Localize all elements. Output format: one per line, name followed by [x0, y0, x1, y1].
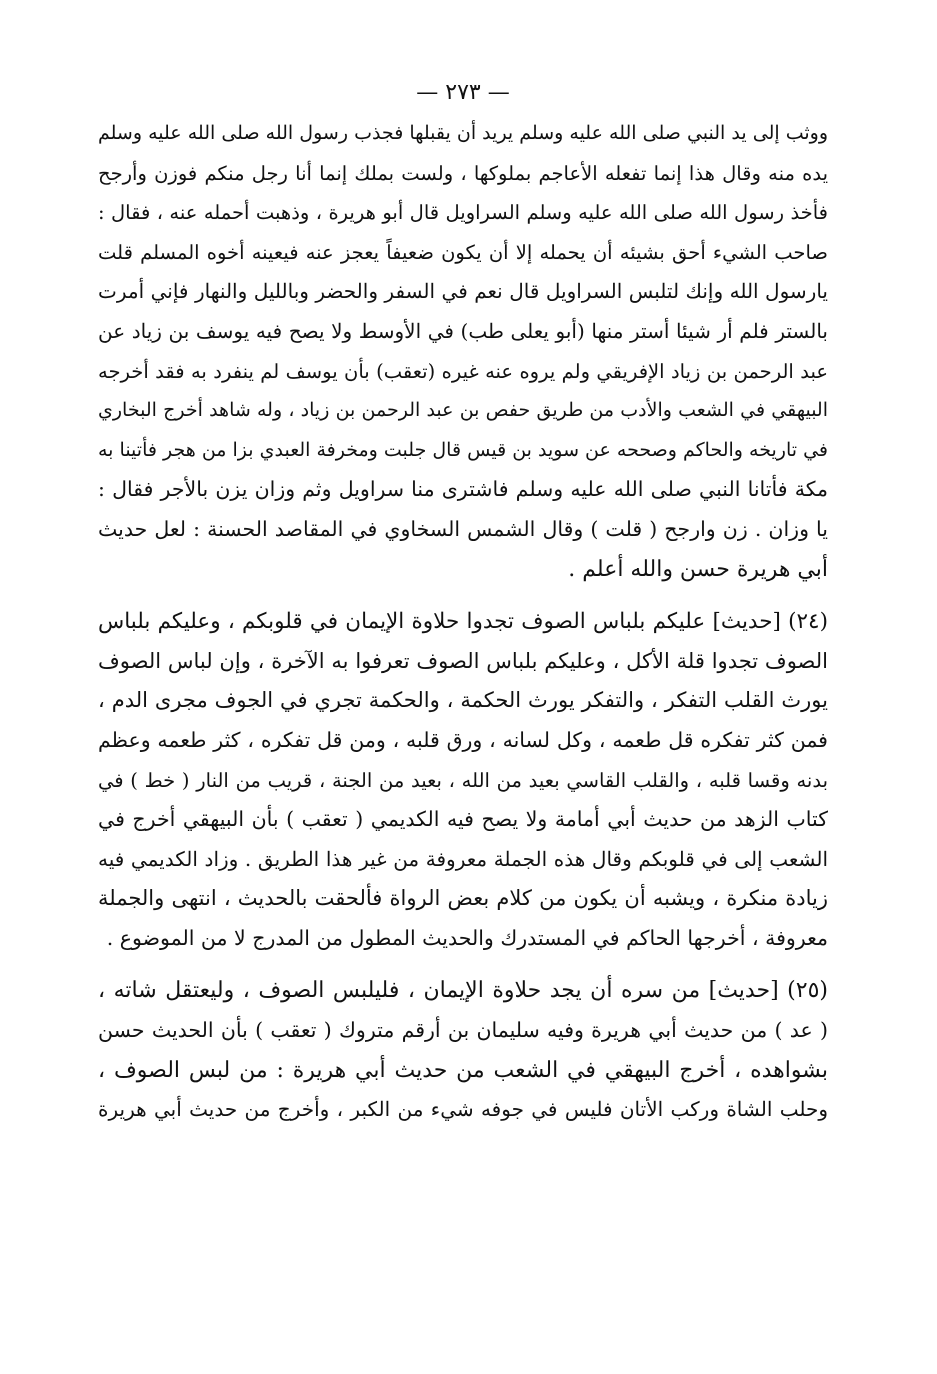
page-number: — ٢٧٣ —: [416, 80, 510, 105]
text-line: في تاريخه والحاكم وصححه عن سويد بن قيس قال جلبت ومخرفة العبدي بزا من هجر فأتينا به: [98, 438, 828, 461]
paragraph-hadith-24: [98, 602, 828, 958]
text-line: ( عد ) من حديث أبي هريرة وفيه سليمان بن أرقم متروك ( تعقب ) بأن الحديث حسن: [98, 1018, 828, 1043]
paragraph-hadith-25: [98, 971, 828, 1129]
text-line: (٢٤) [حديث] عليكم بلباس الصوف تجدوا حلاوة الإيمان في قلوبكم ، وعليكم بلباس: [98, 609, 828, 635]
text-line: فمن كثر تفكره قل طعمه ، وكل لسانه ، ورق قلبه ، ومن قل تفكره ، كثر طعمه وعظم: [98, 727, 828, 752]
text-line: يارسول الله وإنك لتلبس السراويل قال نعم في السفر والحضر وبالليل والنهار فإني أمرت: [98, 279, 828, 304]
text-line: الصوف تجدوا قلة الأكل ، وعليكم بلباس الصوف تعرفوا به الآخرة ، وإن لباس الصوف: [98, 648, 828, 673]
text-line: ووثب إلى يد النبي صلى الله عليه وسلم يريد أن يقبلها فجذب رسول الله صلى الله عليه وسلم: [98, 122, 828, 144]
paragraph-continuation: [98, 114, 828, 589]
text-line: أبي هريرة حسن والله أعلم .: [568, 556, 828, 582]
text-line: صاحب الشيء أحق بشيئه أن يحمله إلا أن يكون ضعيفاً يعجز عنه فيعينه أخوه المسلم قلت: [98, 240, 828, 264]
book-page: [98, 78, 828, 1130]
text-line: البيهقي في الشعب والأدب من طريق حفص بن عبد الرحمن بن زياد ، وله شاهد أخرج البخاري: [98, 399, 828, 422]
text-line: بالستر فلم أر شيئا أستر منها (أبو يعلى طب) في الأوسط ولا يصح فيه يوسف بن زياد عن: [98, 318, 828, 343]
text-line: وحلب الشاة وركب الأتان فليس في جوفه شيء من الكبر ، وأخرج من حديث أبي هريرة: [98, 1097, 828, 1122]
text-line: زيادة منكرة ، ويشبه أن يكون من كلام بعض الرواة فألحقت بالحديث ، انتهى والجملة: [98, 886, 828, 911]
text-line: بشواهده ، أخرج البيهقي في الشعب من حديث أبي هريرة : من لبس الصوف ،: [98, 1057, 828, 1083]
text-line: فأخذ رسول الله صلى الله عليه وسلم السراويل قال أبو هريرة ، وذهبت أحمله عنه ، فقال :: [98, 201, 828, 225]
text-line: (٢٥) [حديث] من سره أن يجد حلاوة الإيمان ، فليلبس الصوف ، وليعتقل شاته ،: [98, 978, 828, 1004]
paragraph-gap: [98, 589, 828, 602]
text-line: يا وزان . زن وارجح ( قلت ) وقال الشمس السخاوي في المقاصد الحسنة : لعل حديث: [98, 516, 828, 541]
text-line: بدنه وقسا قلبه ، والقلب القاسي بعيد من الله ، بعيد من الجنة ، قريب من النار ( خط ) في: [98, 768, 828, 792]
text-line: الشعب إلى في قلوبكم وقال هذه الجملة معروفة من غير هذا الطريق . وزاد الكديمي فيه: [98, 846, 828, 871]
text-line: يورث القلب التفكر ، والتفكر يورث الحكمة ، والحكمة تجري في الجوف مجرى الدم ،: [98, 688, 828, 713]
text-line: معروفة ، أخرجها الحاكم في المستدرك والحديث المطول من المدرج لا من الموضوع .: [106, 925, 828, 950]
text-line: عبد الرحمن بن زياد الإفريقي ولم يروه عنه غيره (تعقب) بأن يوسف لم ينفرد به فقد أخرجه: [98, 359, 828, 383]
text-line: يده منه وقال هذا إنما تفعله الأعاجم بملوكها ، ولست بملك إنما أنا رجل منكم فوزن وأرجح: [98, 161, 828, 185]
text-line: كتاب الزهد من حديث أبي أمامة ولا يصح فيه الكديمي ( تعقب ) بأن البيهقي أخرج في: [98, 807, 828, 832]
paragraph-gap: [98, 958, 828, 971]
text-line: مكة فأتانا النبي صلى الله عليه وسلم فاشترى منا سراويل وثم وزان يزن بالأجر فقال :: [98, 477, 828, 502]
